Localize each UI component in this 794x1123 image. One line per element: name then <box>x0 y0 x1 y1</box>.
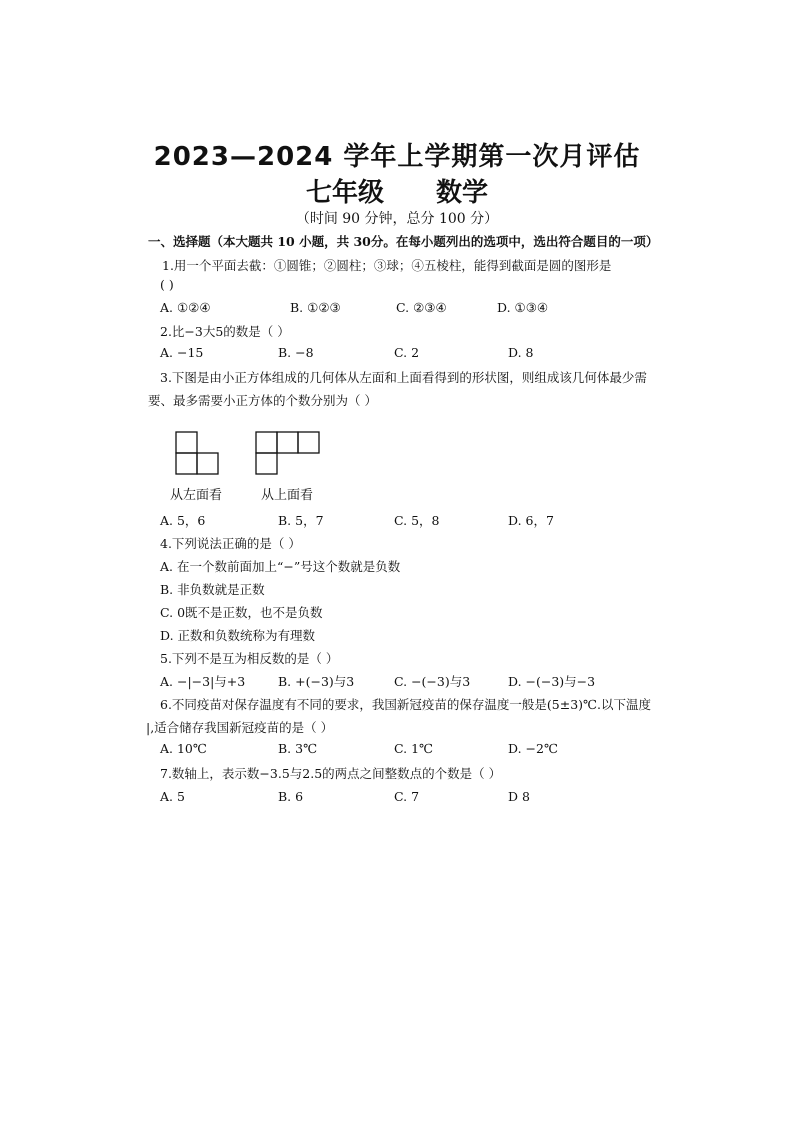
left-view-figure <box>174 430 222 478</box>
section-heading: 一、选择题（本大题共 10 小题，共 30分。在每小题列出的选项中，选出符合题目的一项） <box>148 234 659 249</box>
question-1-text: 1.用一个平面去截：①圆锥；②圆柱；③球；④五棱柱，能得到截面是圆的图形是 <box>162 258 612 273</box>
top-view-cube <box>256 432 277 453</box>
exam-subtitle <box>0 172 794 209</box>
q5-option-d: D. −(−3)与−3 <box>508 674 596 689</box>
question-3-text-line1: 3.下图是由小正方体组成的几何体从左面和上面看得到的形状图，则组成该几何体最少需 <box>160 370 647 385</box>
q2-option-c: C. 2 <box>394 345 420 360</box>
question-3-text-line2: 要、最多需要小正方体的个数分别为（ ） <box>148 393 377 408</box>
q2-option-d: D. 8 <box>508 345 534 360</box>
q3-option-a: A. 5，6 <box>160 513 206 528</box>
question-7-text: 7.数轴上，表示数−3.5与2.5的两点之间整数点的个数是（ ） <box>160 766 502 781</box>
q1-option-d: D. ①③④ <box>497 300 549 315</box>
left-view-cube <box>176 432 197 453</box>
q6-option-d: D. −2℃ <box>508 741 558 756</box>
q6-option-c: C. 1℃ <box>394 741 434 756</box>
top-view-cube <box>298 432 319 453</box>
question-4-text: 4.下列说法正确的是（ ） <box>160 536 301 551</box>
q5-option-a: A. −|−3|与+3 <box>160 674 246 689</box>
question-6-text-line2: |,适合储存我国新冠疫苗的是（ ） <box>146 720 334 735</box>
top-view-cube <box>256 453 277 474</box>
q5-option-c: C. −(−3)与3 <box>394 674 471 689</box>
q6-option-b: B. 3℃ <box>278 741 318 756</box>
q7-option-d: D 8 <box>508 789 530 804</box>
q5-option-b: B. +(−3)与3 <box>278 674 355 689</box>
left-view-cube <box>197 453 218 474</box>
exam-title: 2023—2024 学年上学期第一次月评估 <box>153 142 641 172</box>
q1-option-a: A. ①②④ <box>160 300 211 315</box>
q7-option-b: B. 6 <box>278 789 304 804</box>
q4-option-d: D. 正数和负数统称为有理数 <box>160 628 316 643</box>
grade-label: 七年级 <box>305 178 384 208</box>
top-view-label: 从上面看 <box>261 488 314 503</box>
question-1-answer-blank: ( ) <box>160 277 174 292</box>
q2-option-b: B. −8 <box>278 345 314 360</box>
q7-option-a: A. 5 <box>160 789 185 804</box>
q6-option-a: A. 10℃ <box>160 741 207 756</box>
q1-option-c: C. ②③④ <box>396 300 447 315</box>
left-view-label: 从左面看 <box>170 488 223 503</box>
q1-option-b: B. ①②③ <box>290 300 341 315</box>
time-note: （时间 90 分钟，总分 100 分） <box>295 211 499 227</box>
q4-option-a: A. 在一个数前面加上“−”号这个数就是负数 <box>160 559 401 574</box>
q4-option-b: B. 非负数就是正数 <box>160 582 265 597</box>
question-5-text: 5.下列不是互为相反数的是（ ） <box>160 651 339 666</box>
question-6-text-line1: 6.不同疫苗对保存温度有不同的要求，我国新冠疫苗的保存温度一般是(5±3)℃.以下温度 <box>160 697 652 712</box>
top-view-cube <box>277 432 298 453</box>
subject-label: 数学 <box>436 178 489 208</box>
left-view-cube <box>176 453 197 474</box>
top-view-figure <box>254 430 324 478</box>
q2-option-a: A. −15 <box>160 345 204 360</box>
q3-option-b: B. 5，7 <box>278 513 324 528</box>
q3-option-d: D. 6，7 <box>508 513 554 528</box>
q7-option-c: C. 7 <box>394 789 420 804</box>
question-2-text: 2.比−3大5的数是（ ） <box>160 324 290 339</box>
q4-option-c: C. 0既不是正数，也不是负数 <box>160 605 323 620</box>
q3-option-c: C. 5，8 <box>394 513 440 528</box>
